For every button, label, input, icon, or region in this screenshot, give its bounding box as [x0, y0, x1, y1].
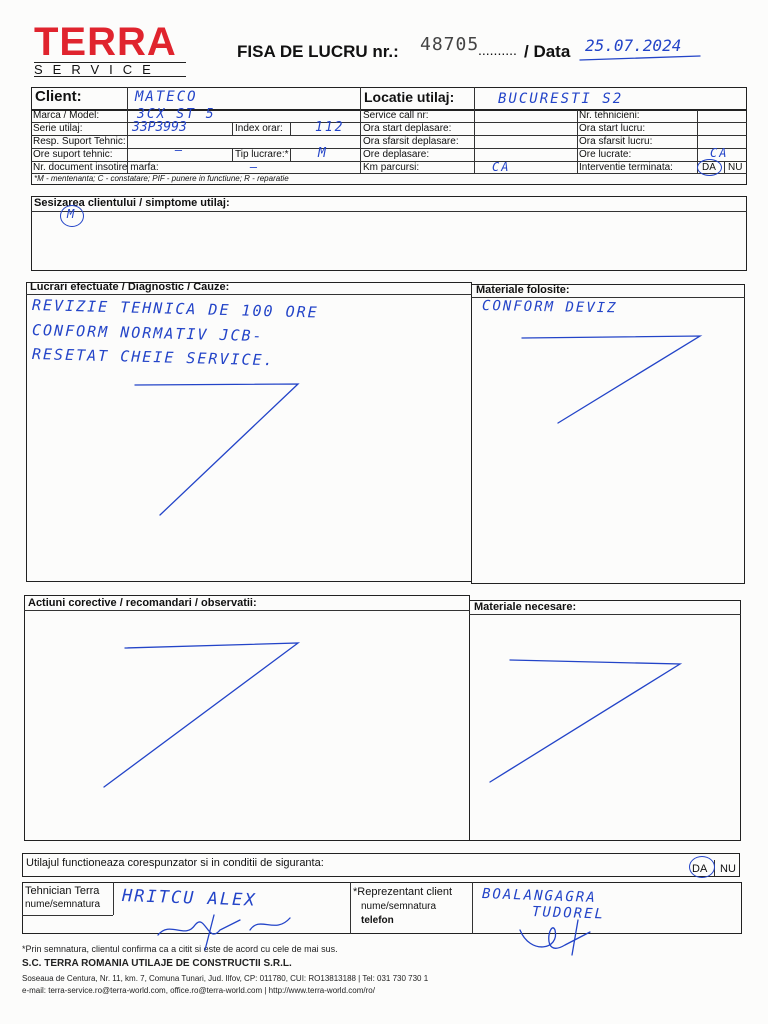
doc-label: Nr. document insotire marfa:	[33, 162, 159, 173]
technicians-label: Nr. tehnicieni:	[579, 110, 640, 121]
client-rep-label-1: *Reprezentant client	[353, 886, 453, 898]
date-label: / Data	[524, 42, 571, 61]
actions-cross-out-mark	[104, 643, 298, 787]
footer-address: Soseaua de Centura, Nr. 11, km. 7, Comuna Tunari, Jud. Ilfov, CP: 011780, CUI: RO13813188 | Tel: 031 730 730 1	[22, 974, 429, 983]
form-date: 25.07.2024	[585, 36, 682, 55]
support-hours-value: —	[175, 143, 185, 157]
client-rep-label-3: telefon	[361, 915, 394, 926]
form-dots: ..........	[478, 42, 517, 58]
works-line-3: RESETAT CHEIE SERVICE.	[31, 345, 275, 370]
tech-signature	[158, 915, 290, 950]
footer-contact: e-mail: terra-service.ro@terra-world.com, office.ro@terra-world.com | http://www.terra-world.com/ro/	[22, 986, 375, 995]
end-travel-label: Ora sfarsit deplasare:	[363, 136, 459, 147]
logo-name: TERRA	[34, 20, 177, 64]
form-title: FISA DE LUCRU nr.:	[237, 42, 399, 61]
client-label: Client:	[35, 88, 82, 105]
start-travel-label: Ora start deplasare:	[363, 123, 452, 134]
client-signature	[520, 920, 590, 955]
safety-text: Utilajul functioneaza corespunzator si in conditii de siguranta:	[26, 857, 324, 869]
work-start-label: Ora start lucru:	[579, 123, 646, 134]
brand-model-label: Marca / Model:	[33, 110, 100, 121]
form-number: 48705	[420, 34, 480, 55]
client-name-2: TUDOREL	[531, 904, 606, 923]
materials-used-cross-out-mark	[522, 336, 700, 423]
client-name-1: BOALANGAGRA	[481, 886, 597, 906]
serial-value: 33P3993	[132, 120, 187, 135]
works-line-2: CONFORM NORMATIV JCB-	[31, 321, 264, 346]
materials-needed-cross-out-mark	[490, 660, 680, 782]
km-value: CA	[492, 160, 511, 174]
actions-label: Actiuni corective / recomandari / observatii:	[28, 597, 257, 609]
tip-label: Tip lucrare:*	[235, 149, 289, 160]
index-value: 112	[315, 120, 345, 135]
complaint-label: Sesizarea clientului / simptome utilaj:	[34, 197, 230, 209]
materials-used-label: Materiale folosite:	[476, 284, 570, 296]
client-value: MATECO	[135, 89, 198, 105]
completed-no[interactable]: NU	[728, 162, 743, 173]
safety-yes[interactable]: DA	[692, 863, 708, 875]
serial-label: Serie utilaj:	[33, 123, 83, 134]
tech-label-1: Tehnician Terra	[25, 885, 100, 897]
materials-needed-label: Materiale necesare:	[474, 601, 577, 613]
works-cross-out-mark	[135, 384, 298, 515]
complaint-mark: M	[67, 207, 77, 221]
client-rep-label-2: nume/semnatura	[361, 901, 437, 912]
service-call-label: Service call nr:	[363, 110, 429, 121]
tech-name: HRITCU ALEX	[121, 886, 257, 911]
date-underline	[580, 56, 700, 60]
tip-value: M	[318, 146, 328, 161]
brand-model-value: 3CX ST 5	[137, 107, 216, 122]
work-hours-value: CA	[710, 146, 729, 160]
location-value: BUCURESTI S2	[498, 91, 624, 107]
logo-tagline: SERVICE	[34, 62, 161, 77]
index-label: Index orar:	[235, 123, 283, 134]
work-type-legend: *M - mentenanta; C - constatare; PIF - punere in functiune; R - reparatie	[34, 174, 289, 183]
location-label: Locatie utilaj:	[364, 89, 455, 105]
travel-hours-label: Ore deplasare:	[363, 149, 430, 160]
footer-note: *Prin semnatura, clientul confirma ca a citit si este de acord cu cele de mai sus.	[22, 944, 338, 954]
km-label: Km parcursi:	[363, 162, 420, 173]
safety-no[interactable]: NU	[720, 863, 736, 875]
completed-yes[interactable]: DA	[702, 162, 716, 173]
doc-value: —	[250, 160, 260, 174]
works-label: Lucrari efectuate / Diagnostic / Cauze:	[30, 281, 230, 293]
support-hours-label: Ore suport tehnic:	[33, 149, 113, 160]
work-end-label: Ora sfarsit lucru:	[579, 136, 653, 147]
tech-label-2: nume/semnatura	[25, 899, 101, 910]
completed-label: Interventie terminata:	[579, 162, 673, 173]
footer-company: S.C. TERRA ROMANIA UTILAJE DE CONSTRUCTII S.R.L.	[22, 958, 292, 969]
works-line-1: REVIZIE TEHNICA DE 100 ORE	[31, 296, 319, 322]
support-resp-label: Resp. Suport Tehnic:	[33, 136, 126, 147]
work-hours-label: Ore lucrate:	[579, 149, 632, 160]
materials-used-value: CONFORM DEVIZ	[481, 298, 618, 317]
